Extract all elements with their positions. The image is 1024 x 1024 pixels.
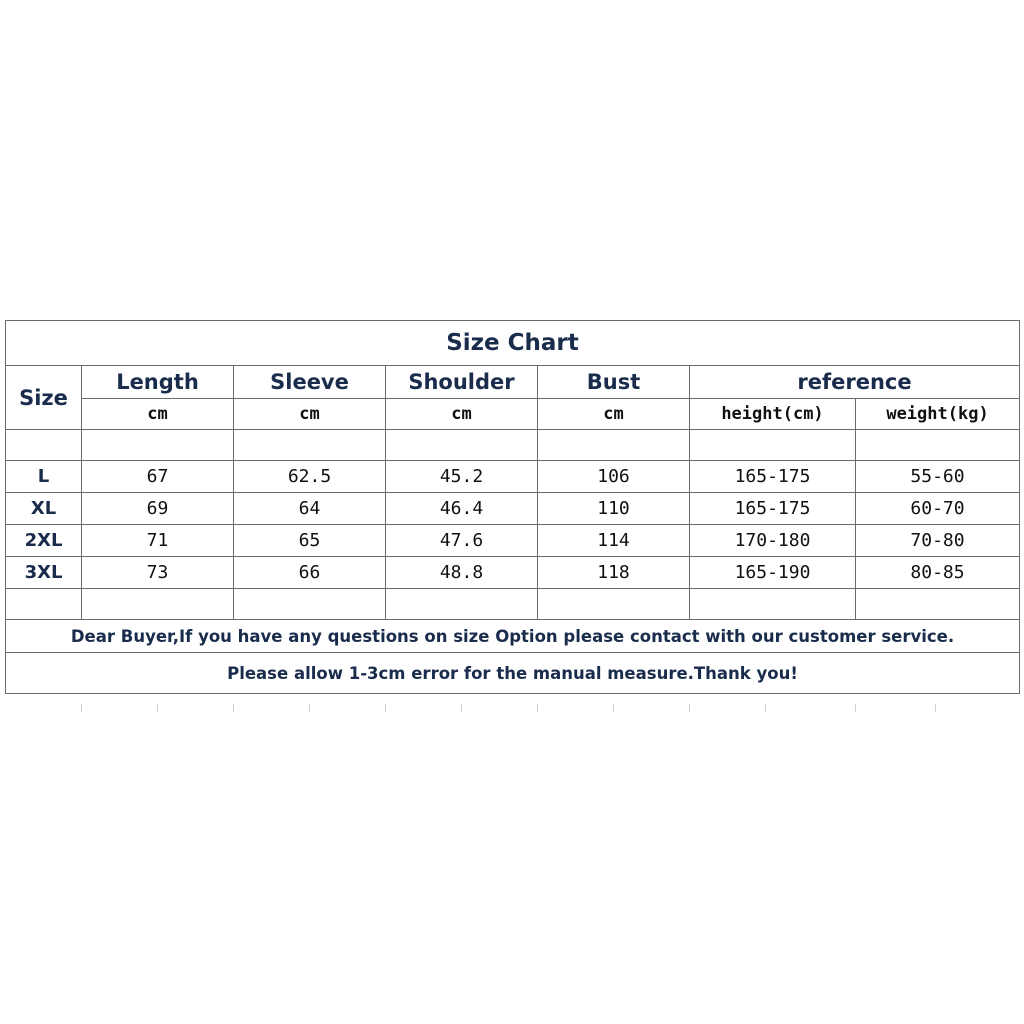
size-cell: L: [6, 461, 82, 493]
grid-tail-lines: [5, 704, 1019, 712]
empty-row: [6, 430, 1020, 461]
shoulder-cell: 48.8: [386, 557, 538, 589]
size-cell: 2XL: [6, 525, 82, 557]
height-unit-label: height(cm): [690, 399, 856, 430]
sleeve-unit: cm: [234, 399, 386, 430]
table-row: [6, 525, 1020, 557]
sleeve-cell: 65: [234, 525, 386, 557]
shoulder-header: Shoulder: [386, 366, 538, 399]
weight-cell: 80-85: [856, 557, 1020, 589]
sleeve-header: Sleeve: [234, 366, 386, 399]
size-chart-table: [5, 320, 1020, 694]
reference-header: reference: [690, 366, 1020, 399]
table-row: [6, 557, 1020, 589]
length-cell: 69: [82, 493, 234, 525]
bust-unit: cm: [538, 399, 690, 430]
weight-cell: 70-80: [856, 525, 1020, 557]
shoulder-unit: cm: [386, 399, 538, 430]
header-row: [6, 366, 1020, 399]
height-cell: 170-180: [690, 525, 856, 557]
chart-title: Size Chart: [6, 321, 1020, 366]
height-cell: 165-175: [690, 461, 856, 493]
sleeve-cell: 64: [234, 493, 386, 525]
length-cell: 71: [82, 525, 234, 557]
table-row: [6, 461, 1020, 493]
table-row: [6, 493, 1020, 525]
weight-cell: 55-60: [856, 461, 1020, 493]
bust-cell: 118: [538, 557, 690, 589]
note-row: [6, 653, 1020, 694]
size-cell: XL: [6, 493, 82, 525]
note-row: [6, 620, 1020, 653]
weight-cell: 60-70: [856, 493, 1020, 525]
height-cell: 165-190: [690, 557, 856, 589]
bust-cell: 114: [538, 525, 690, 557]
length-cell: 67: [82, 461, 234, 493]
bust-cell: 110: [538, 493, 690, 525]
shoulder-cell: 45.2: [386, 461, 538, 493]
length-cell: 73: [82, 557, 234, 589]
unit-row: [6, 399, 1020, 430]
sleeve-cell: 66: [234, 557, 386, 589]
measurement-error-note: Please allow 1-3cm error for the manual measure.Thank you!: [6, 653, 1020, 694]
bust-header: Bust: [538, 366, 690, 399]
length-unit: cm: [82, 399, 234, 430]
bust-cell: 106: [538, 461, 690, 493]
empty-row: [6, 589, 1020, 620]
length-header: Length: [82, 366, 234, 399]
title-row: [6, 321, 1020, 366]
size-cell: 3XL: [6, 557, 82, 589]
weight-unit-label: weight(kg): [856, 399, 1020, 430]
size-header: Size: [6, 366, 82, 430]
sleeve-cell: 62.5: [234, 461, 386, 493]
shoulder-cell: 47.6: [386, 525, 538, 557]
customer-service-note: Dear Buyer,If you have any questions on size Option please contact with our customer service.: [6, 620, 1020, 653]
height-cell: 165-175: [690, 493, 856, 525]
shoulder-cell: 46.4: [386, 493, 538, 525]
